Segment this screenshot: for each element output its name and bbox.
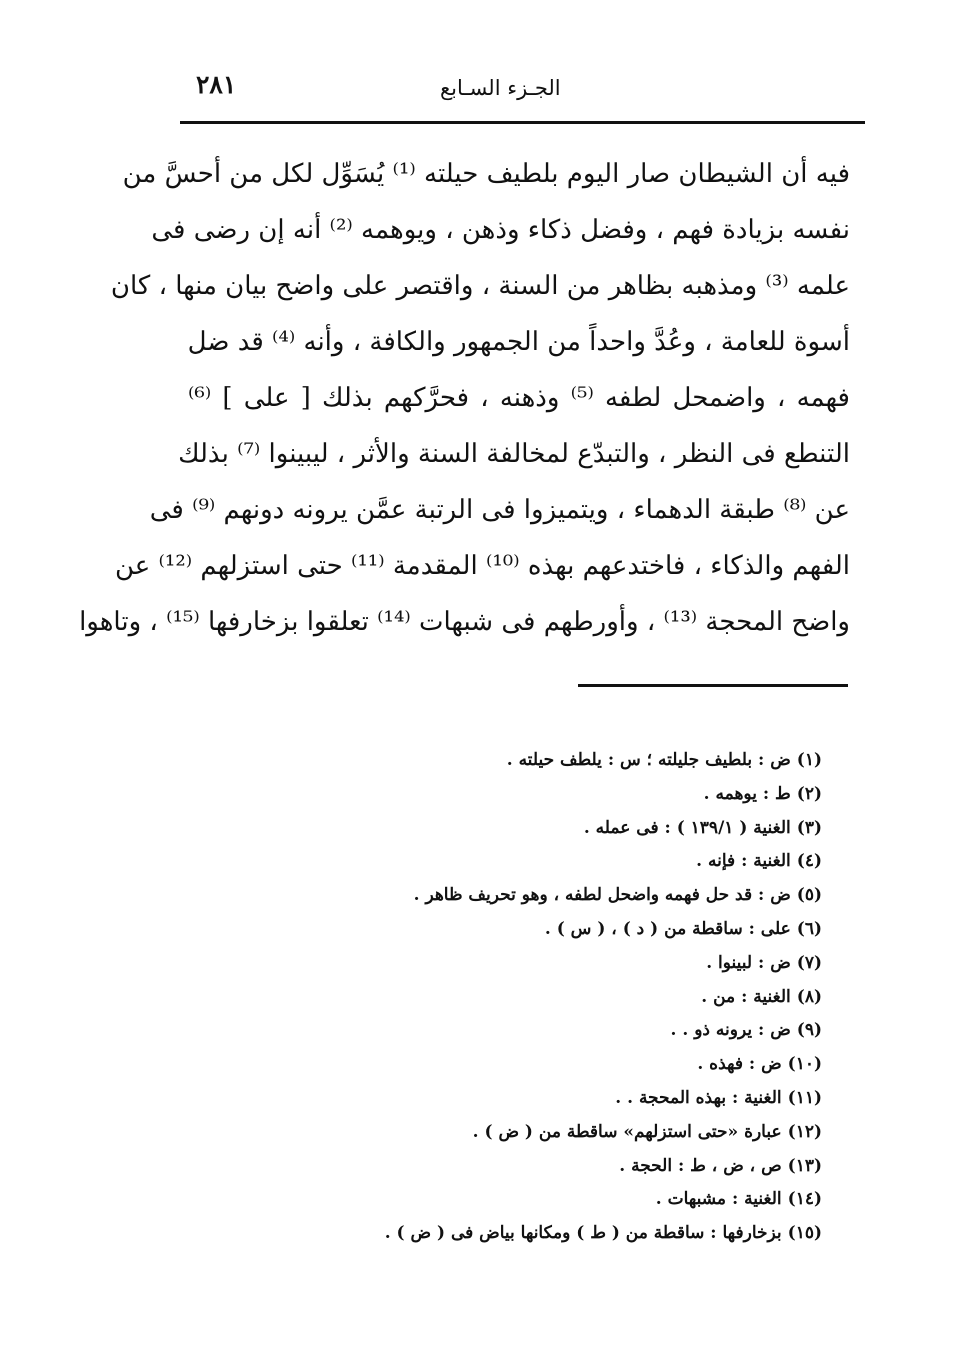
- footnote-text: ض : فهذه .: [697, 1054, 782, 1075]
- body-text: [79, 146, 850, 650]
- footnote-number: (٢): [796, 783, 822, 804]
- footnote-text: عبارة «حتى استزلهم» ساقطة من ( ض ) .: [472, 1121, 782, 1142]
- body-line: نفسه بزيادة فهم ، وفضل ذكاء وذهن ، ويوهمه ⁽²⁾ أنه إن رضى فى: [151, 215, 850, 245]
- footnote: [300, 1150, 822, 1184]
- footnote: [300, 913, 822, 947]
- footnote-number: (١١): [787, 1087, 822, 1108]
- footnote-text: ض : لبينوا .: [706, 952, 791, 973]
- footnote-rule: [578, 684, 848, 687]
- footnote-number: (٦): [796, 918, 822, 939]
- footnote: [300, 1082, 822, 1116]
- body-line: علمه ⁽³⁾ ومذهبه بظاهر من السنة ، واقتصر على واضح بيان منها ، كان: [110, 271, 850, 301]
- body-line: الفهم والذكاء ، فاختدعهم بهذه ⁽¹⁰⁾ المقدمة ⁽¹¹⁾ حتى استزلهم ⁽¹²⁾ عن: [114, 551, 850, 581]
- body-line: واضح المحجة ⁽¹³⁾ ، وأورطهم فى شبهات ⁽¹⁴⁾ تعلقوا بزخارفها ⁽¹⁵⁾ ، وتاهوا: [79, 607, 850, 637]
- footnote: [300, 981, 822, 1015]
- footnote: [300, 1183, 822, 1217]
- body-line: التنطع فى النظر ، والتبدّع لمخالفة السنة والأثر ، ليبينوا ⁽⁷⁾ بذلك: [178, 439, 850, 469]
- page-number: ٢٨١: [196, 70, 237, 99]
- footnote: [300, 1116, 822, 1150]
- footnote-number: (٣): [796, 817, 822, 838]
- footnote: [300, 1217, 822, 1251]
- footnote: [300, 947, 822, 981]
- footnote-text: ط : يوهمه .: [703, 783, 791, 804]
- footnote-text: ض : يرونه ذو . .: [670, 1020, 791, 1041]
- footnote: [300, 879, 822, 913]
- footnote-number: (٩): [796, 1020, 822, 1041]
- footnote: [300, 845, 822, 879]
- footnote-text: الغنية ( ١٣٩/١ ) : فى عمله .: [583, 817, 791, 838]
- footnote-text: الغنية : من .: [701, 986, 791, 1007]
- body-line: عن ⁽⁸⁾ طبقة الدهماء ، ويتميزوا فى الرتبة عمَّن يرونه دونهم ⁽⁹⁾ فى: [149, 495, 850, 525]
- running-title: الجـزء السـابع: [440, 76, 561, 100]
- footnote-number: (١٤): [787, 1189, 822, 1210]
- footnote-number: (١٥): [787, 1223, 822, 1244]
- footnote-text: ض : قد حل فهمه واضحل لطفه ، وهو تحريف ظاهر .: [413, 885, 791, 906]
- footnote: [300, 1048, 822, 1082]
- footnote: [300, 778, 822, 812]
- footnote-number: (٥): [796, 885, 822, 906]
- footnote-text: بزخارفها : ساقطة من ( ط ) ومكانها بياض فى ( ض ) .: [384, 1223, 782, 1244]
- footnote-number: (٨): [796, 986, 822, 1007]
- footnote-number: (١٣): [787, 1155, 822, 1176]
- footnotes: [300, 744, 822, 1251]
- footnote-number: (٧): [796, 952, 822, 973]
- footnote-number: (١٢): [787, 1121, 822, 1142]
- footnote-number: (٤): [796, 851, 822, 872]
- footnote-text: الغنية : فإنه .: [696, 851, 791, 872]
- footnote-text: الغنية : مشبهات .: [655, 1189, 782, 1210]
- footnote: [300, 1014, 822, 1048]
- footnote-text: ص ، ض ، ط : الحجة .: [619, 1155, 782, 1176]
- body-line: فيه أن الشيطان صار اليوم بلطيف حيلته ⁽¹⁾ يُسَوِّل لكل من أحسَّ من: [122, 159, 850, 189]
- body-line: أسوة للعامة ، وعُدَّ واحداً من الجمهور والكافة ، وأنه ⁽⁴⁾ قد ضل: [187, 327, 850, 357]
- header-rule: [180, 121, 865, 124]
- footnote-text: ض : بلطيف جليلته ؛ س : يلطف حيلته .: [506, 750, 791, 770]
- footnote: [300, 812, 822, 846]
- footnote-number: (١): [796, 750, 822, 770]
- footnote-text: على : ساقطة من ( د ) ، ( س ) .: [544, 918, 791, 939]
- footnote-text: الغنية : بهذه المحجة . .: [615, 1087, 782, 1108]
- footnote: [300, 744, 822, 778]
- footnote-number: (١٠): [787, 1054, 822, 1075]
- body-line: فهمه ، واضمحل لطفه ⁽⁵⁾ وذهنه ، فحرَّكهم بذلك [ على ] ⁽⁶⁾: [188, 383, 850, 413]
